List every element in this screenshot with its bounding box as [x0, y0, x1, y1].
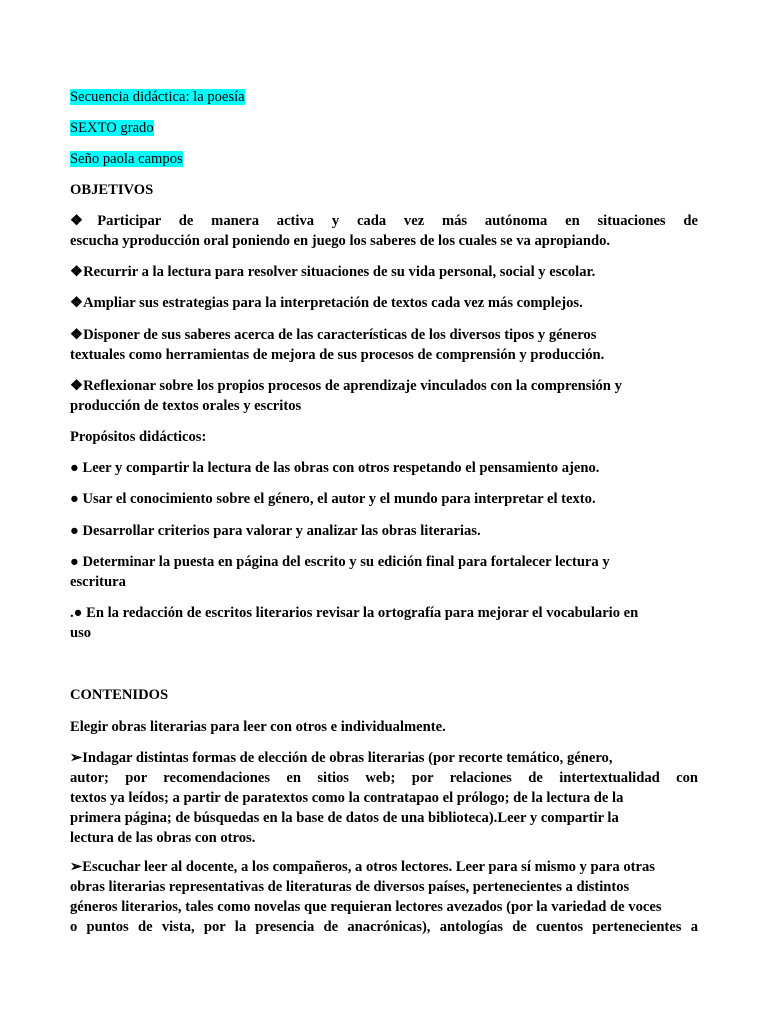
purpose-item: [70, 458, 698, 478]
objective-line: ❖Disponer de sus saberes acerca de las características de los diversos tipos y géneros: [70, 327, 597, 343]
purpose-line: escritura: [70, 574, 126, 590]
purpose-line: uso: [70, 625, 92, 641]
objective-item: [70, 376, 698, 416]
content-line: o puntos de vista, por la presencia de anacrónicas), antologías de cuentos pertenecientes a: [70, 919, 698, 935]
purpose-line: ● Determinar la puesta en página del escrito y su edición final para fortalecer lectura y: [70, 554, 610, 570]
teacher-line: [70, 149, 698, 169]
teacher-highlight: Seño paola campos: [70, 151, 183, 167]
title-highlight: Secuencia didáctica: la poesía: [70, 89, 245, 105]
content-line: primera página; de búsquedas en la base de datos de una biblioteca).Leer y compartir la: [70, 810, 619, 826]
objective-line: ❖Reflexionar sobre los propios procesos de aprendizaje vinculados con la comprensión y: [70, 378, 622, 394]
content-line: textos ya leídos; a partir de paratextos como la contratapao el prólogo; de la lectura de la: [70, 790, 624, 806]
purposes-heading: Propósitos didácticos:: [70, 429, 207, 445]
objective-line: ❖Participar de manera activa y cada vez más autónoma en situaciones de: [70, 213, 698, 229]
content-line: obras literarias representativas de literaturas de diversos países, pertenecientes a distintos: [70, 879, 630, 895]
purpose-item: [70, 521, 698, 541]
objective-line: escucha yproducción oral poniendo en juego los saberes de los cuales se va apropiando.: [70, 233, 611, 249]
content-line: géneros literarios, tales como novelas que requieran lectores avezados (por la variedad de voces: [70, 899, 662, 915]
content-line: ➢Indagar distintas formas de elección de obras literarias (por recorte temático, género,: [70, 750, 613, 766]
objective-line: ❖Recurrir a la lectura para resolver situaciones de su vida personal, social y escolar.: [70, 264, 596, 280]
content-line: ➢Escuchar leer al docente, a los compañeros, a otros lectores. Leer para sí mismo y para otras: [70, 859, 655, 875]
content-line: autor; por recomendaciones en sitios web; por relaciones de intertextualidad con: [70, 770, 698, 786]
objective-line: producción de textos orales y escritos: [70, 398, 302, 414]
document-title: [70, 87, 698, 107]
purpose-line: ● Usar el conocimiento sobre el género, el autor y el mundo para interpretar el texto.: [70, 491, 596, 507]
objectives-heading: OBJETIVOS: [70, 182, 154, 198]
objective-item: [70, 293, 698, 313]
purpose-line: ● Leer y compartir la lectura de las obras con otros respetando el pensamiento ajeno.: [70, 460, 600, 476]
purpose-item: [70, 489, 698, 509]
contents-heading: CONTENIDOS: [70, 687, 169, 703]
objective-item: [70, 211, 698, 251]
objective-item: [70, 262, 698, 282]
objective-line: ❖Ampliar sus estrategias para la interpretación de textos cada vez más complejos.: [70, 295, 583, 311]
purpose-line: ● Desarrollar criterios para valorar y analizar las obras literarias.: [70, 523, 481, 539]
purpose-item: [70, 552, 698, 592]
objective-item: [70, 325, 698, 365]
content-item: [70, 748, 698, 848]
contents-intro: Elegir obras literarias para leer con otros e individualmente.: [70, 719, 446, 735]
purpose-item: [70, 603, 698, 643]
content-item: [70, 857, 698, 937]
objective-line: textuales como herramientas de mejora de sus procesos de comprensión y producción.: [70, 347, 605, 363]
grade-highlight: SEXTO grado: [70, 120, 154, 136]
content-line: lectura de las obras con otros.: [70, 830, 256, 846]
purpose-line: .● En la redacción de escritos literarios revisar la ortografía para mejorar el vocabulario en: [70, 605, 639, 621]
grade-line: [70, 118, 698, 138]
